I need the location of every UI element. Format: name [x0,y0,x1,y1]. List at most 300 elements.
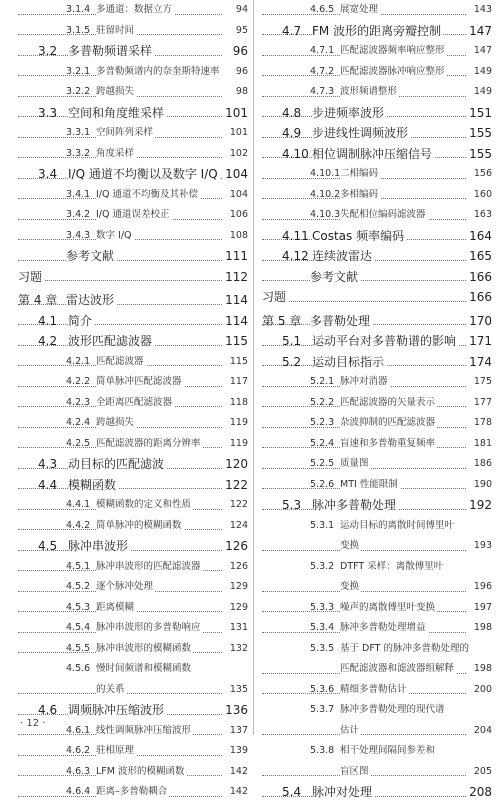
toc-entry-number: 3.4 [38,167,58,181]
toc-entry-title: 线性调频脉冲压缩波形 [96,721,193,742]
toc-entry-number: 3.3.2 [66,147,91,159]
toc-entry-number: 3.1.4 [66,4,91,15]
toc-entry-title: 多普勒频谱内的奈奎斯特速率 [96,62,222,83]
toc-entry [18,577,248,598]
toc-entry-title: 参考文献 [310,267,360,288]
toc-entry-number: 3.3.1 [66,127,91,138]
toc-entry-title: 驻留时间 [96,21,136,42]
toc-entry [262,226,492,247]
toc-entry-page: 142 [229,786,248,797]
toc-entry-page: 165 [469,249,492,263]
toc-entry-number: 4.2.3 [66,396,91,408]
toc-entry-page: 129 [229,601,248,613]
toc-entry-title: 基于 DFT 的脉冲多普勒处理的 [340,639,471,660]
toc-entry-title: 空间和角度维采样 [68,103,166,124]
dot-leader [262,301,466,302]
toc-entry-number: 4.4.2 [66,519,91,531]
toc-entry-page: 143 [473,4,492,15]
toc-entry-title: 跨越损失 [96,82,136,103]
toc-entry-title: 匹配滤波器脉冲响应整形 [340,62,447,83]
toc-entry-number: 4.5.6 [66,663,91,674]
toc-entry-number: 4.7.3 [310,86,335,97]
toc-entry-page: 118 [229,396,248,408]
toc-entry-page: 204 [473,724,492,736]
toc-entry [18,557,248,578]
toc-entry [262,700,492,721]
toc-entry [262,639,492,660]
toc-entry-page: 114 [225,293,248,307]
toc-entry-page: 102 [229,147,248,159]
toc-entry [262,21,492,42]
toc-entry [262,762,492,783]
toc-entry [262,352,492,373]
toc-entry-number: 4.4 [38,477,58,492]
toc-entry-page: 126 [229,560,248,572]
toc-entry-number: 5.3.7 [310,704,335,715]
toc-entry-title: 变换 [340,577,361,598]
toc-entry-title: I/Q 通道误差校正 [96,205,172,226]
toc-entry-page: 114 [225,313,248,328]
toc-entry [18,639,248,660]
toc-entry-title: 二相编码 [340,164,380,185]
toc-entry-title: 空间阵列采样 [96,123,155,144]
toc-entry-title: 多普勒处理 [310,311,372,332]
toc-entry-page: 170 [469,313,492,328]
toc-entry-number: 第 4 章 [18,293,58,307]
toc-entry-page: 193 [473,540,492,551]
toc-entry-number: 4.6.2 [66,745,91,756]
toc-entry [18,164,248,185]
toc-entry-page: 124 [229,519,248,531]
toc-entry-title: 简单脉冲的模糊函数 [96,516,184,537]
toc-entry-title: 驻相原理 [96,741,136,762]
toc-entry-page: 166 [469,269,492,284]
toc-entry-page: 94 [235,4,248,15]
toc-entry-number: 5.3.6 [310,683,335,695]
toc-entry-page: 101 [225,105,248,120]
toc-entry-title: 模糊函数的定义和性质 [96,495,193,516]
toc-entry [18,721,248,742]
toc-entry-number: 4.2.4 [66,417,91,428]
toc-entry [262,0,492,21]
toc-entry-page: 95 [235,24,248,36]
toc-entry [18,123,248,144]
toc-entry-number: 4.6.1 [66,724,91,736]
toc-entry-title: 脉冲多普勒处理增益 [340,618,428,639]
toc-entry [262,721,492,742]
toc-entry [18,226,248,247]
toc-entry-title: 脉冲对处理 [312,782,374,803]
dot-leader [262,550,466,551]
toc-entry-number: 3.3 [38,105,58,120]
toc-entry-number: 4.7 [282,23,302,38]
toc-entry [262,372,492,393]
toc-entry-title: 估计 [340,721,361,742]
toc-entry-number: 5.2.5 [310,458,335,469]
toc-entry [18,352,248,373]
toc-entry [18,62,248,83]
toc-entry [18,0,248,21]
toc-entry-page: 120 [225,457,248,471]
toc-entry-page: 197 [473,601,492,613]
toc-entry-number: 5.3.5 [310,642,335,654]
toc-entry-page: 166 [469,290,492,304]
toc-entry-title: 多通道：数据立方 [96,0,174,21]
toc-entry [262,557,492,578]
toc-entry-number: 3.2.2 [66,86,91,97]
toc-entry [18,331,248,352]
toc-entry-number: 4.4.1 [66,499,91,510]
toc-entry [262,331,492,352]
toc-entry-number: 5.1 [282,334,302,348]
toc-entry [262,618,492,639]
toc-entry-page: 192 [469,498,492,512]
toc-entry-title: 运动目标的离散时间傅里叶 [340,516,456,537]
toc-entry-title: 噪声的离散傅里叶变换 [340,598,437,619]
toc-entry [18,782,248,803]
toc-entry-page: 155 [469,146,492,161]
toc-entry [18,680,248,701]
toc-entry-page: 112 [225,269,248,284]
toc-left-column [18,0,248,803]
toc-entry-number: 4.2 [38,334,58,348]
toc-entry-number: 3.1.5 [66,24,91,36]
toc-entry [18,659,248,680]
toc-entry [262,680,492,701]
toc-entry [262,205,492,226]
toc-entry-page: 137 [229,724,248,736]
toc-entry [18,246,248,267]
toc-entry-page: 186 [473,458,492,469]
toc-entry-number: 4.6 [38,703,58,717]
toc-entry-page: 175 [473,376,492,387]
toc-entry-title: LFM 波形的模糊函数 [96,762,186,783]
toc-entry-number: 4.7.1 [310,45,335,56]
toc-entry-title: 的关系 [96,680,127,701]
toc-entry-title: 杂波抑制的匹配滤波器 [340,413,437,434]
toc-entry-title: 步进频率波形 [312,103,386,124]
toc-entry-number: 3.2.1 [66,65,91,77]
toc-entry [18,82,248,103]
toc-entry [18,495,248,516]
toc-entry-number: 3.2 [38,44,58,58]
toc-entry [262,41,492,62]
toc-entry-title: 全距离匹配滤波器 [96,393,174,414]
toc-entry-title: 相干处理间隔间参差和 [340,741,437,762]
toc-entry [262,454,492,475]
toc-entry [262,413,492,434]
toc-entry-number: 4.6.3 [66,765,91,777]
toc-entry [18,185,248,206]
toc-entry [18,311,248,332]
toc-entry-page: 155 [469,126,492,140]
toc-entry-number: 4.12 [282,249,309,263]
toc-entry-title: 匹配滤波器和滤波器组解释 [340,659,456,680]
toc-entry-page: 200 [473,683,492,695]
toc-entry [262,495,492,516]
toc-entry-number: 5.3.3 [310,601,335,613]
toc-entry-number: 3.4.1 [66,188,91,200]
toc-chapter-entry [18,290,248,311]
toc-entry [18,41,248,62]
toc-entry-title: 动目标的匹配滤波 [68,454,166,475]
toc-entry-number: 4.10.1 [310,168,341,179]
toc-entry-page: 122 [225,477,248,492]
toc-entry [262,82,492,103]
toc-entry-title: 运动目标指示 [312,352,386,373]
toc-entry-title: 脉冲串波形的匹配滤波器 [96,557,203,578]
toc-entry-page: 177 [473,396,492,408]
toc-entry-page: 149 [473,86,492,97]
toc-entry [18,393,248,414]
toc-entry-title: 波形匹配滤波器 [68,331,154,352]
toc-entry [262,475,492,496]
toc-entry-number: 4.8 [282,105,302,120]
toc-entry [18,413,248,434]
toc-entry-number: 5.2.2 [310,396,335,408]
column-divider [253,0,254,735]
toc-entry [18,598,248,619]
toc-entry [262,144,492,165]
toc-entry-title: 习题 [262,287,288,308]
toc-entry-title: FM 波形的距离旁瓣控制 [312,21,443,42]
toc-entry [18,741,248,762]
toc-entry-page: 131 [229,622,248,633]
toc-entry-title: 雷达波形 [66,290,116,311]
toc-entry-page: 122 [229,499,248,510]
toc-chapter-entry [262,311,492,332]
toc-entry-page: 147 [469,23,492,38]
toc-entry-number: 4.2.5 [66,437,91,449]
toc-entry-title: 相位调制脉冲压缩信号 [312,144,434,165]
toc-entry-title: 盲区图 [340,762,371,783]
toc-entry-number: 4.11 [282,228,309,243]
toc-entry [262,123,492,144]
toc-entry-title: 数字 I/Q [96,226,134,247]
toc-entry-page: 104 [225,167,248,181]
toc-entry [262,782,492,803]
toc-entry-page: 205 [473,765,492,777]
toc-entry-page: 190 [473,478,492,490]
toc-entry-title: 精细多普勒估计 [340,680,409,701]
toc-entry-number: 4.7.2 [310,65,335,77]
dot-leader [18,260,222,261]
toc-entry-number: 4.5.4 [66,622,91,633]
toc-entry-page: 106 [229,209,248,220]
toc-entry-number: 4.5.2 [66,581,91,592]
toc-entry-page: 160 [473,188,492,200]
toc-entry-number: 4.10 [282,146,309,161]
toc-entry-page: 156 [473,168,492,179]
toc-entry-title: 波形频谱整形 [340,82,399,103]
toc-entry-title: 脉冲多普勒处理 [312,495,398,516]
toc-entry [18,516,248,537]
toc-entry-title: 简介 [68,311,94,332]
toc-entry-number: 4.6.5 [310,4,335,15]
toc-entry [18,536,248,557]
toc-entry-number: 5.3.2 [310,560,335,572]
toc-entry-number: 4.6.4 [66,786,91,797]
toc-entry [262,164,492,185]
toc-entry-page: 96 [232,44,248,58]
dot-leader [18,280,222,281]
toc-entry-title: 多相编码 [340,185,380,206]
toc-entry-page: 98 [235,86,248,97]
toc-entry-title: MTI 性能限制 [340,475,400,496]
toc-entry-page: 101 [229,127,248,138]
toc-entry-number: 4.5 [38,539,58,553]
toc-entry-page: 104 [229,188,248,200]
toc-entry [262,246,492,267]
toc-entry-number: 4.5.5 [66,642,91,654]
toc-entry-page: 96 [235,65,248,77]
toc-entry-title: 逐个脉冲处理 [96,577,155,598]
toc-entry-number: 3.4.3 [66,229,91,241]
toc-entry-number: 5.2.3 [310,417,335,428]
toc-entry-page: 198 [473,622,492,633]
toc-entry-page: 151 [469,105,492,120]
toc-entry-title: 脉冲对消器 [340,372,390,393]
toc-entry [262,598,492,619]
toc-entry-page: 117 [229,376,248,387]
toc-entry-number: 4.2.2 [66,376,91,387]
toc-entry-page: 149 [473,65,492,77]
toc-entry-page: 163 [473,209,492,220]
toc-entry-number: 4.2.1 [66,355,91,367]
toc-entry [262,741,492,762]
toc-entry [18,762,248,783]
toc-entry-title: 模糊函数 [68,475,118,496]
toc-entry-page: 111 [225,249,248,263]
toc-entry [262,103,492,124]
toc-entry-title: 多普勒频谱采样 [68,41,154,62]
toc-entry-title: I/Q 通道不均衡及其补偿 [96,185,200,206]
toc-entry-page: 181 [473,437,492,449]
toc-entry-title: 匹配滤波器频率响应整形 [340,41,447,62]
toc-entry-page: 147 [473,45,492,56]
toc-entry [262,536,492,557]
toc-entry-page: 108 [229,229,248,241]
toc-right-column [262,0,492,803]
toc-entry-title: 脉冲串波形的模糊函数 [96,639,193,660]
toc-entry [18,21,248,42]
toc-entry-number: 5.2.1 [310,376,335,387]
toc-entry [262,62,492,83]
toc-entry-page: 178 [473,417,492,428]
toc-entry-title: 距离–多普勒耦合 [96,782,169,803]
toc-entry [18,267,248,288]
toc-entry-number: 5.4 [282,785,302,799]
toc-entry-title: 匹配滤波器的距离分辨率 [96,434,203,455]
toc-entry-title: 运动平台对多普勒谱的影响 [312,331,458,352]
toc-entry-page: 135 [229,683,248,695]
toc-entry-page: 115 [229,355,248,367]
toc-entry-title: 盲速和多普勒重复频率 [340,434,437,455]
toc-entry-title: 简单脉冲匹配滤波器 [96,372,184,393]
toc-entry-page: 136 [225,703,248,717]
toc-entry-page: 196 [473,581,492,592]
toc-entry-number: 5.2.4 [310,437,335,449]
toc-entry-title: 慢时间频谱和模糊函数 [96,659,193,680]
toc-entry-title: 失配相位编码滤波器 [340,205,428,226]
toc-entry-number: 4.10.2 [310,188,341,200]
toc-entry [18,103,248,124]
toc-entry-number: 第 5 章 [262,313,302,328]
toc-entry-title: 参考文献 [66,246,116,267]
toc-entry-number: 5.2.6 [310,478,335,490]
toc-entry-title: 距离模糊 [96,598,136,619]
toc-entry [262,287,492,308]
toc-entry-number: 5.3.1 [310,519,335,531]
toc-entry [262,516,492,537]
toc-entry [18,144,248,165]
toc-entry-title: DTFT 采样：离散傅里叶 [340,557,445,578]
toc-entry-title: 脉冲多普勒处理的现代谱 [340,700,447,721]
toc-entry [18,205,248,226]
toc-entry-number: 5.2 [282,354,302,369]
toc-entry-number: 4.10.3 [310,209,341,220]
toc-entry [262,577,492,598]
toc-entry-page: 119 [229,437,248,449]
toc-entry-number: 4.1 [38,313,58,328]
toc-entry [262,659,492,680]
toc-entry-title: 步进线性调频波形 [312,123,410,144]
toc-entry [262,185,492,206]
toc-entry-title: 展宽处理 [340,0,380,21]
toc-entry-title: I/Q 通道不均衡以及数字 I/Q [68,164,220,185]
toc-entry-page: 132 [229,642,248,654]
toc-entry [18,700,248,721]
toc-entry-title: 调频脉冲压缩波形 [68,700,166,721]
toc-entry [18,434,248,455]
toc-entry-title: 质量图 [340,454,371,475]
toc-entry-title: 跨越损失 [96,413,136,434]
toc-entry-page: 142 [229,765,248,777]
dot-leader [262,280,466,281]
toc-entry-title: 脉冲串波形的多普勒响应 [96,618,203,639]
toc-entry-number: 3.4.2 [66,209,91,220]
toc-entry-page: 139 [229,745,248,756]
toc-entry-title: Costas 频率编码 [312,226,406,247]
page-number: · 12 · [20,718,46,729]
dot-leader [262,734,466,735]
toc-entry-page: 115 [225,334,248,348]
toc-entry [262,393,492,414]
toc-entry-title: 匹配滤波器的矢量表示 [340,393,437,414]
toc-entry-number: 5.3.8 [310,745,335,756]
toc-entry [18,454,248,475]
toc-entry [18,372,248,393]
toc-entry-title: 连续波雷达 [312,246,374,267]
toc-entry-number: 5.3 [282,498,302,512]
toc-entry-number: 4.5.3 [66,601,91,613]
toc-entry-page: 198 [473,663,492,674]
toc-entry-number: 4.9 [282,126,302,140]
toc-entry-title: 变换 [340,536,361,557]
toc-entry-title: 习题 [18,267,44,288]
toc-entry-page: 171 [469,334,492,348]
toc-entry-page: 208 [469,785,492,799]
toc-entry [262,267,492,288]
toc-entry-number: 4.5.1 [66,560,91,572]
toc-entry-page: 164 [469,228,492,243]
toc-entry [262,434,492,455]
toc-entry-title: 匹配滤波器 [96,352,146,373]
toc-entry-page: 174 [469,354,492,369]
toc-entry-number: 5.3.4 [310,622,335,633]
toc-entry-number: 4.3 [38,457,58,471]
toc-entry [18,618,248,639]
